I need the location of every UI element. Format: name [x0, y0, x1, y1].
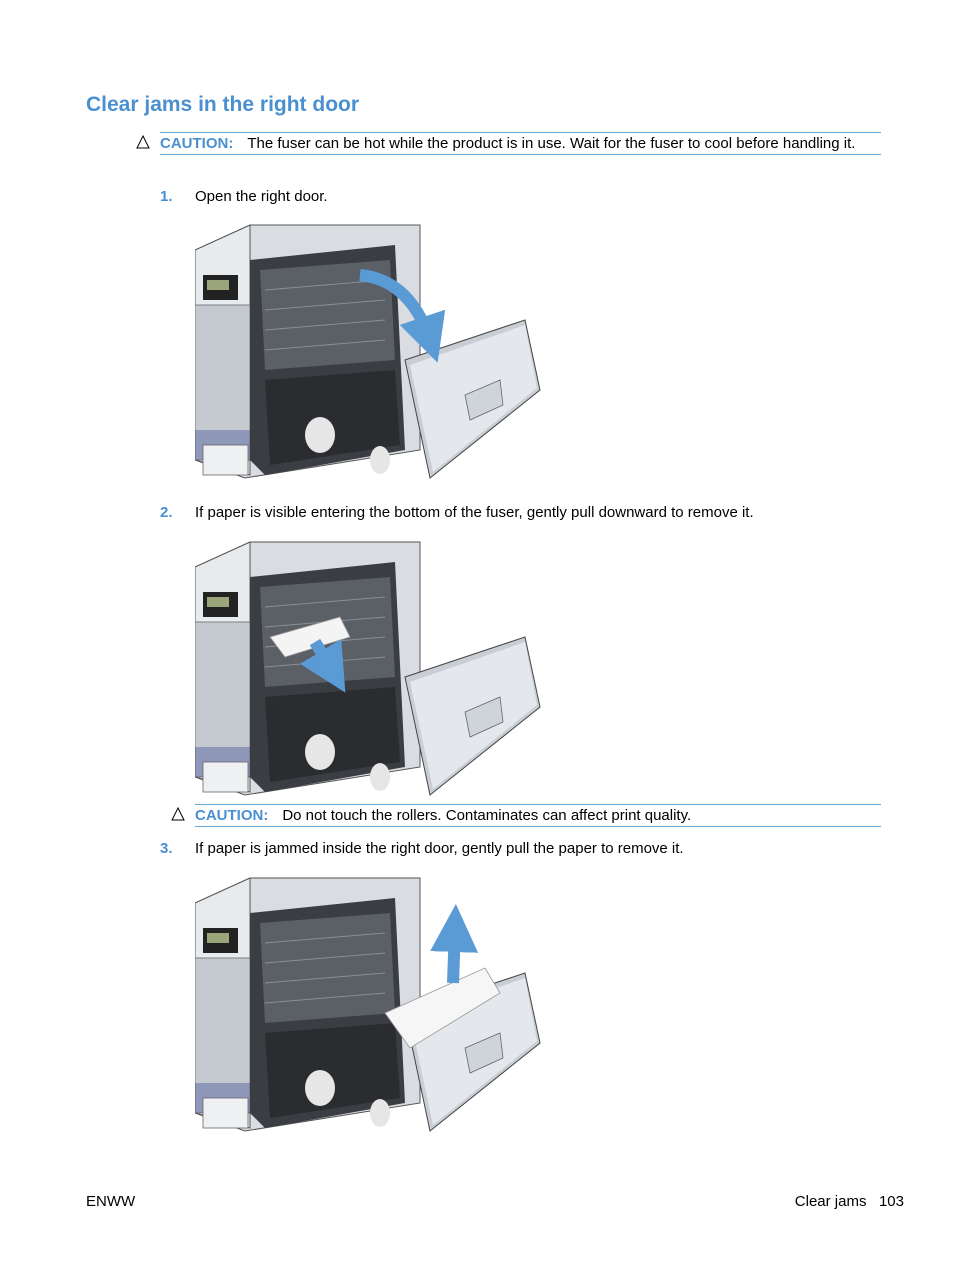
- caution-box-fuser: [160, 132, 881, 155]
- caution-text: The fuser can be hot while the product is in use. Wait for the fuser to cool before handling it.: [247, 135, 856, 152]
- footer-left: ENWW: [86, 1193, 136, 1210]
- warning-triangle-icon: [136, 135, 150, 149]
- step-number: 1.: [160, 188, 173, 205]
- step-number: 2.: [160, 504, 173, 521]
- printer-fuser-jam-illustration: [195, 537, 545, 797]
- caution-text: Do not touch the rollers. Contaminates can affect print quality.: [282, 807, 692, 824]
- printer-open-door-illustration: [195, 220, 545, 480]
- step-text: Open the right door.: [195, 188, 328, 205]
- caution-label: CAUTION:: [160, 135, 234, 152]
- step-text: If paper is visible entering the bottom of the fuser, gently pull downward to remove it.: [195, 504, 754, 521]
- step-text: If paper is jammed inside the right door, gently pull the paper to remove it.: [195, 840, 684, 857]
- warning-triangle-icon: [171, 807, 185, 821]
- step-number: 3.: [160, 840, 173, 857]
- pull-up-arrow-icon: [453, 928, 455, 983]
- caution-label: CAUTION:: [195, 807, 269, 824]
- footer-right: Clear jams 103: [794, 1193, 904, 1210]
- page-title: Clear jams in the right door: [86, 93, 360, 116]
- printer-door-jam-illustration: [195, 873, 545, 1133]
- caution-box-rollers: [195, 804, 881, 827]
